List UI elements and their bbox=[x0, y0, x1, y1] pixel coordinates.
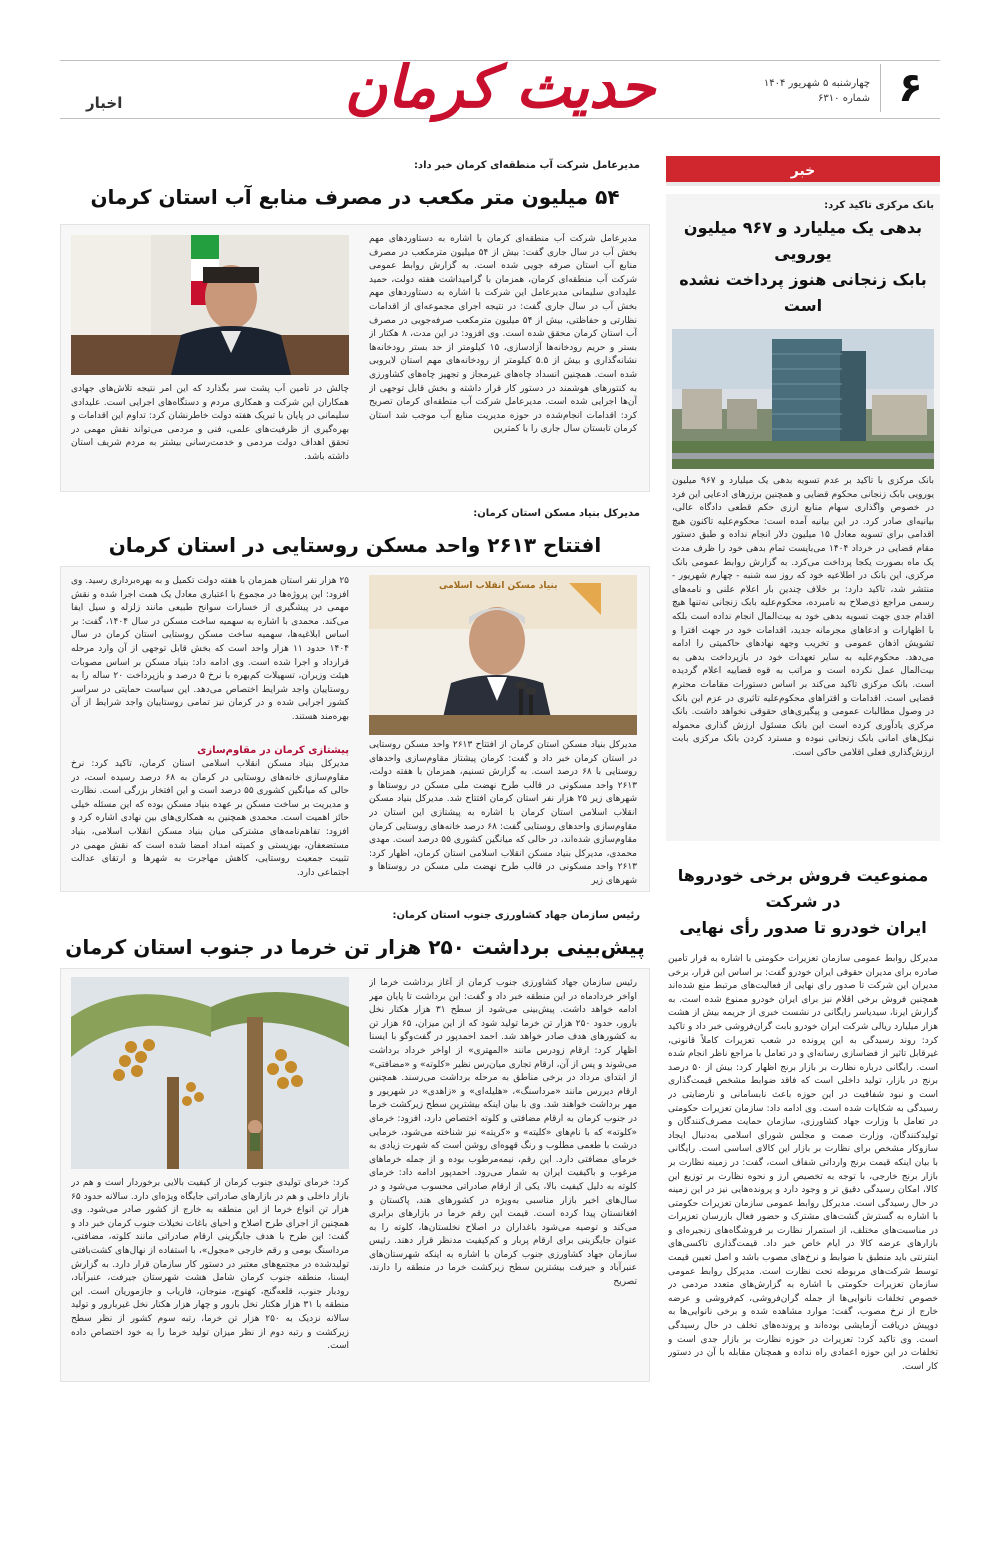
side-column bbox=[666, 156, 940, 1555]
water-headline: ۵۴ میلیون متر مکعب در مصرف منابع آب استان کرمان bbox=[90, 185, 620, 209]
housing-director-image bbox=[369, 575, 637, 735]
water-body-right: مدیرعامل شرکت آب منطقه‌ای کرمان با اشاره به دستاوردهای مهم بخش آب در سال جاری گفت: بیش از ۵۴ میلیون مترمکعب در مصرف منابع آب استان صرفه جویی شده است. به گزارش روابط عمومی شرکت آب منطقه‌ای کرمان، همزمان با گرامیداشت هفته دولت، حمید علیدادی سلیمانی مدیرعامل این شرکت با اشاره به دستاوردهای مهم بخش آب در سال جاری گفت: در نتیجه اجرای مجموعه‌ای از اقدامات نظارتی و حفاظتی، بیش از ۵۴ میلیون مترمکعب صرفه‌جویی در مصرف آب استان کرمان محقق شده است. وی افزود: در این مدت، ۸ هکتار از بستر و حریم رودخانه‌ها آزادسازی، ۱۵ کیلومتر از حد بستر رودخانه‌ها نشانه‌گذاری و بیش از ۵.۵ کیلومتر از رودخانه‌های مهم استان لایروبی شده است. همچنین انسداد چاه‌های غیرمجاز و تجهیز چاه‌های کشاورزی به کنتورهای هوشمند در دستور کار قرار داشته و بخش قابل توجهی از آن‌ها اجرایی شده است. مدیرعامل شرکت آب منطقه‌ای کرمان تصریح کرد: اقدامات انجام‌شده در حوزه مدیریت منابع آب موجب شد استان کرمان تابستان سال جاری را با کمترین bbox=[369, 234, 637, 435]
side-section-title: خبر bbox=[666, 156, 940, 186]
housing-headline: افتتاح ۲۶۱۳ واحد مسکن روستایی در استان کرمان bbox=[108, 533, 602, 557]
side-article2-body: مدیرکل روابط عمومی سازمان تعزیرات حکومتی با اشاره به قرار تأمین صادره برای مدیران حقوقی ایران خودرو گفت: بر اساس این قرار، برخی مدیران این شرکت تا صدور رای نهایی از فعالیت‌های مرتبط منع شده‌اند همچنین فروش برخی اقلام نیز برای ایران خودرو ممنوع شده است. به گزارش ایرنا، سیدیاسر رایگانی در نشست خبری از جریمه بیش از هشت هزار میلیارد ریالی شرکت ایران خودرو بابت گران‌فروشی خبر داد و تاکید کرد: روند رسیدگی به این پرونده در شعب تعزیرات کاملاً قانونی، غیرقابل تاثیر از فضاسازی رسانه‌ای و در تعامل با مراجع ناظر انجام شده است. رایگانی درباره نظارت بر بازار برنج اظهار کرد: بیش از ۵۰ درصد برنج در بازار، تولید داخلی است که فاقد ضوابط مشخص قیمت‌گذاری است و نبود شفافیت در این حوزه باعث نابسامانی و نارضایتی در رسیدگی به شکایات شده است. وی ادامه داد: سازمان تعزیرات حکومتی در تعامل با وزارت جهاد کشاورزی، سازمان حمایت مصرف‌کنندگان و تولیدکنندگان، وزارت صمت و مجلس شورای اسلامی به‌دنبال ایجاد سازوکار مشخص برای نظارت بر بازار این کالای اساسی است. رایگانی با بیان اینکه قیمت برنج وارداتی شفاف است، گفت: در زمینه نظارت بر بازار برنج خارجی، با توجه به تخصیص ارز و نحوه نظارت بر توزیع این کالا، امکان رسیدگی دقیق تر و وجود دارد و پرونده‌هایی نیز در این زمینه در حال رسیدگی است. مدیرکل روابط عمومی سازمان تعزیرات حکومتی با اشاره به گسترش گشت‌های مشترک و حضور فعال بازرسان تعزیرات در مناسبت‌های مختلف، از استمرار نظارت بر فروشگاه‌های زنجیره‌ای و بازارهای عرضه کالا در ایام خاص خبر داد. قیمت‌گذاری تاکسی‌های اینترنتی باید منطبق با ضوابط و نرخ‌های مصوب باشد و اصل تعیین قیمت توسط شرکت‌های مربوطه تحت نظارت است. مدیرکل روابط عمومی سازمان تعزیرات حکومتی با اشاره به گزارش‌های متعدد مردمی در خصوص تخلفات نانوایی‌ها از جمله گران‌فروشی، کم‌فروشی و عرضه خارج از نرخ مصوب، گفت: موارد مشاهده شده و برخی نانوایی‌ها به دوپیش دریافت آزمایشی بوده‌اند و پرونده‌های تخلف در حال رسیدگی است. وی تاکید کرد: تعزیرات در حوزه نظارت بر بازار جدی است و تخلفات در این حوزه اعمادی راه نداده و همچنان مقابله با آن در دستور کار است. bbox=[668, 954, 938, 1372]
dates-body-left: کرد: خرمای تولیدی جنوب کرمان از کیفیت بالایی برخوردار است و هم در بازار داخلی و هم در بازارهای صادراتی جایگاه ویژه‌ای دارد. سالانه حدود ۶۵ هزار تن انواع خرما از این منطقه به خارج از کشور صادر می‌شود. وی همچنین از اجرای طرح اصلاح و احیای باغات نخیلات جنوب کرمان خبر داد و گفت: این طرح با هدف جایگزینی ارقام صادراتی مانند کلوته، مضافتی، مرداسنگ بومی و رقم خارجی «مجول»، با استفاده از نهال‌های کشت‌بافتی تولیدشده در مجتمع‌های معتبر در دستور کار سازمان قرار دارد. به گزارش ایسنا، منطقه جنوب کرمان شامل هشت شهرستان جیرفت، عنبرآباد، رودبار جنوب، قلعه‌گنج، کهنوج، منوجان، فاریاب و جازموریان است. این منطقه با ۳۱ هزار هکتار نخل بارور و چهار هزار هکتار نخل غیربارور و تولید سالانه نزدیک به ۲۵۰ هزار تن خرما، رتبه سوم کشور از نظر سطح زیرکشت و رتبه دوم از نظر میزان تولید خرما را به خود اختصاص داده است. bbox=[71, 1178, 349, 1352]
water-director-image bbox=[71, 235, 349, 375]
housing-photo-sign: بنیاد مسکن انقلاب اسلامی bbox=[439, 581, 558, 591]
water-box bbox=[60, 224, 650, 492]
date-palm-harvest-image bbox=[71, 977, 349, 1169]
section-label: اخبار bbox=[86, 94, 123, 112]
central-bank-photo bbox=[672, 329, 934, 469]
newspaper-logo: حدیث کرمان bbox=[344, 53, 656, 121]
housing-photo bbox=[369, 575, 637, 735]
housing-subhead: پیشتازی کرمان در مقاوم‌سازی bbox=[197, 745, 349, 756]
side-article-iran-khodro bbox=[666, 863, 940, 1555]
issue-number: شماره ۶۳۱۰ bbox=[818, 93, 870, 104]
housing-kicker: مدیرکل بنیاد مسکن استان کرمان: bbox=[473, 508, 640, 519]
dates-box bbox=[60, 968, 650, 1382]
water-kicker: مدیرعامل شرکت آب منطقه‌ای کرمان خبر داد: bbox=[413, 160, 640, 171]
issue-date: چهارشنبه ۵ شهریور ۱۴۰۴ bbox=[763, 78, 870, 89]
dates-headline: پیش‌بینی برداشت ۲۵۰ هزار تن خرما در جنوب استان کرمان bbox=[65, 935, 645, 959]
side-article-central-bank bbox=[666, 194, 940, 841]
housing-box bbox=[60, 566, 650, 892]
water-body-left: چالش در تأمین آب پشت سر بگذارد که این امر نتیجه تلاش‌های جهادی همکاران این شرکت و همکاری مردم و دستگاه‌های اجرایی است. علیدادی سلیمانی در پایان با تبریک هفته دولت خاطرنشان کرد: تداوم این اقدامات و بهره‌گیری از ظرفیت‌های علمی، فنی و مردمی می‌تواند نقش مهمی در تحقق اهداف دولت مردمی و خدمت‌رسانی بیشتر به مردم شریف استان داشته باشد. bbox=[71, 384, 349, 462]
side-article1-headline-2: بابک زنجانی هنوز پرداخت نشده است bbox=[679, 270, 927, 315]
dates-body-right: رئیس سازمان جهاد کشاورزی جنوب کرمان از آغاز برداشت خرما از اواخر خردادماه در این منطقه خبر داد و گفت: این برداشت تا پایان مهر ادامه خواهد داشت. پیش‌بینی می‌شود از سطح ۳۱ هزار هکتار نخل بارور، حدود ۲۵۰ هزار تن خرما تولید شود که از این میزان، ۶۵ هزار تن به کشورهای هدف صادر خواهد شد. احمد احمدپور در گفت‌وگو با ایسنا اظهار کرد: ارقام زودرس مانند «المهتری» از اواخر خرداد برداشت می‌شوند و پس از آن، ارقام تجاری میان‌رس نظیر «کلوته» و «مضافتی» از ابتدای مرداد در برخی مناطق به مرحله برداشت می‌رسند. همچنین ارقام دیررس مانند «مرداسنگ»، «هلیله‌ای» و «زاهدی» در شهریور و مهر برداشت خواهند شد. وی با بیان اینکه بیشترین سطح زیرکشت خرما در جنوب کرمان به ارقام مضافتی و کلوته اختصاص دارد، افزود: خرمای «کلوته» که با نام‌های «کلیته» و «کریته» نیز شناخته می‌شود، خرمایی درشت با طعمی مطلوب و رنگ قهوه‌ای روشن است که شهرت زیادی به خرمای مضافتی دارد. این رقم، نیمه‌مرطوب بوده و از جمله خرماهای مرغوب و باکیفیت ایران به شمار می‌رود. احمدپور ادامه داد: خرمای کلوته به دلیل کیفیت بالا، یکی از ارقام صادراتی محسوب می‌شود و در سال‌های اخیر بازار مناسبی به‌ویژه در کشورهای هند، پاکستان و افغانستان پیدا کرده است. قیمت این رقم خرما در بازارهای برابری می‌کند و توصیه می‌شود باغداران در اصلاح نخلستان‌ها، کلوته را به عنوان جایگزینی برای ارقام پربار و کم‌کیفیت مدنظر قرار دهند. رئیس سازمان جهاد کشاورزی جنوب کرمان با اشاره به اینکه شهرستان‌های عنبرآباد و جیرفت بیشترین سطح زیرکشت خرما در منطقه را دارند، تصریح bbox=[369, 978, 637, 1288]
housing-left-column bbox=[71, 575, 349, 887]
article-water bbox=[60, 160, 650, 462]
side-article1-body: بانک مرکزی با تاکید بر عدم تسویه بدهی یک میلیارد و ۹۶۷ میلیون یورویی بابک زنجانی محکوم قضایی و همچنین برزرهای ادعایی این فرد در خصوص واگذاری سهام منابع ارزی حکم قطعی دادگاه عالی، بیانیه‌ای صادر کرد. در این بیانیه آمده است: محکوم‌علیه تاکنون هیچ اقدامی برای تسویه معادل ۱۵ میلیون دلار انجام نداده و طبق دستور مقام قضایی در خرداد ۱۴۰۴ می‌بایست تمام بدهی خود را ظرف مدت یک ماه بصورت یکجا پرداخت می‌کرد. به گزارش روابط عمومی بانک مرکزی، این بانک در اطلاعیه خود که روز سه شنبه - چهارم شهریور - منتشر شد، تاکید دارد: بر خلاف چندین بار اعلام علنی و نامه‌های رسمی مراجع ذی‌صلاح به نامبرده، محکوم‌علیه بابک زنجانی نه‌تنها هیچ اقدام جدی جهت تسویه بدهی خود به بیت‌المال انجام نداده است بلکه با اظهارات و ادعاهای مجرمانه جدید، اقدامات خود در جهت افترا و تشویش اذهان عمومی و تخریب وجهه نهادهای حاکمیتی را ادامه می‌دهد. محکوم‌علیه به سایر تعهدات خود در بازپرداخت بدهی به بیت‌المال عمل نکرده است و مراتب به قوه قضاییه اعلام گردیده است. بانک مرکزی تاکید می‌کند بر اساس دستورات مقامات محترم قضایی است. اقدامات و اقتراهای محکوم‌علیه تاثیری در عزم این بانک در وصول مطالبات عمومی و پیگیری‌های حقوقی نخواهد داشت. بانک مرکزی یادآوری کرده است این بانک مسئول ارزش گذاری محموله نیکل‌های امانی بابک زنجانی نبوده و مسترد کردن بانک مرکزی بابت ارزش‌گذاری فعلی اقلامی حاکی است. bbox=[672, 476, 934, 758]
dates-photo bbox=[71, 977, 349, 1169]
housing-body-left-1: ۲۵ هزار نفر استان همزمان با هفته دولت تکمیل و به بهره‌برداری رسید. وی افزود: این پروژه‌ها در مجموع با اعتباری معادل یک همت اجرا شده و نقش مهمی در پیشگیری از خسارات سوانح طبیعی مانند زلزله و سیل ایفا می‌کند. محمدی با اشاره به سهمیه ساخت مسکن در سال ۱۴۰۴، گفت: بر اساس ابلاغیه‌ها، سهمیه ساخت مسکن روستایی استان کرمان در سال ۱۴۰۴ حدود ۱۱ هزار واحد است که بخش قابل توجهی از آن وارد مرحله قرارداد و اجرا شده است. وی ادامه داد: بنیاد مسکن بر اساس مصوبات هیئت وزیران، تسهیلات کم‌بهره با نرخ ۵ درصد و بازپرداخت ۲۰ ساله را به روستاییان واجد شرایط اختصاص می‌دهد. این سیاست حمایتی در سراسر کشور اجرایی شده و در کرمان نیز تمامی روستاییان واجد شرایط از آن بهره‌مند هستند. bbox=[71, 576, 349, 722]
housing-body-right: مدیرکل بنیاد مسکن استان کرمان از افتتاح ۲۶۱۳ واحد مسکن روستایی در استان کرمان خبر داد و گفت: کرمان پیشتاز مقاوم‌سازی واحدهای روستایی با ۶۸ درصد است. به گزارش تسنیم، همزمان با هفته دولت، ۲۶۱۳ واحد مسکونی در قالب طرح نهضت ملی مسکن در روستاها و شهرهای زیر ۲۵ هزار نفر استان کرمان افتتاح شد. مدیرکل بنیاد مسکن انقلاب اسلامی استان کرمان با اشاره به پیشتازی این استان در مقاوم‌سازی واحدهای روستایی گفت: ۶۸ درصد خانه‌های روستایی کرمان مقاوم‌سازی شده‌اند، در حالی که میانگین کشوری ۵۵ درصد است. مهدی محمدی، مدیرکل بنیاد مسکن انقلاب اسلامی استان کرمان، اظهار کرد: ۲۶۱۳ واحد مسکونی در قالب طرح نهضت ملی مسکن در روستاها و شهرهای زیر bbox=[369, 740, 637, 885]
central-bank-image bbox=[672, 329, 934, 469]
side-article1-kicker: بانک مرکزی تاکید کرد: bbox=[824, 200, 934, 211]
housing-body-left-2: مدیرکل بنیاد مسکن انقلاب اسلامی استان کرمان، تاکید کرد: نرخ مقاوم‌سازی خانه‌های روستایی در کرمان به ۶۸ درصد رسیده است، در حالی که میانگین کشوری ۵۵ درصد است و این افتخار بزرگی است. نظارت و مدیریت بر ساخت مسکن بر عهده بنیاد مسکن بوده که این مسئله خیلی حائز اهمیت است. محمدی همچنین به همکاری‌های بین نهادی اشاره کرد و افزود: تفاهم‌نامه‌های مشترکی میان بنیاد مسکن انقلاب اسلامی، بنیاد مستضعفان، بهزیستی و کمیته امداد امضا شده است که نقش مهمی در تثبیت جمعیت روستایی، کاهش مهاجرت به شهرها و ارتقای عدالت اجتماعی دارد. bbox=[71, 759, 349, 878]
page-header bbox=[60, 53, 940, 121]
water-photo bbox=[71, 235, 349, 375]
side-article2-headline-2: ایران خودرو تا صدور رأی نهایی bbox=[679, 918, 927, 937]
side-article1-headline-1: بدهی یک میلیارد و ۹۶۷ میلیون یورویی bbox=[683, 218, 923, 263]
page-number: ۶ bbox=[880, 64, 940, 112]
side-article2-headline-1: ممنوعیت فروش برخی خودروها در شرکت bbox=[677, 866, 929, 911]
dates-kicker: رئیس سازمان جهاد کشاورزی جنوب استان کرمان: bbox=[392, 910, 640, 921]
article-housing bbox=[60, 508, 650, 885]
article-dates bbox=[60, 910, 650, 1352]
